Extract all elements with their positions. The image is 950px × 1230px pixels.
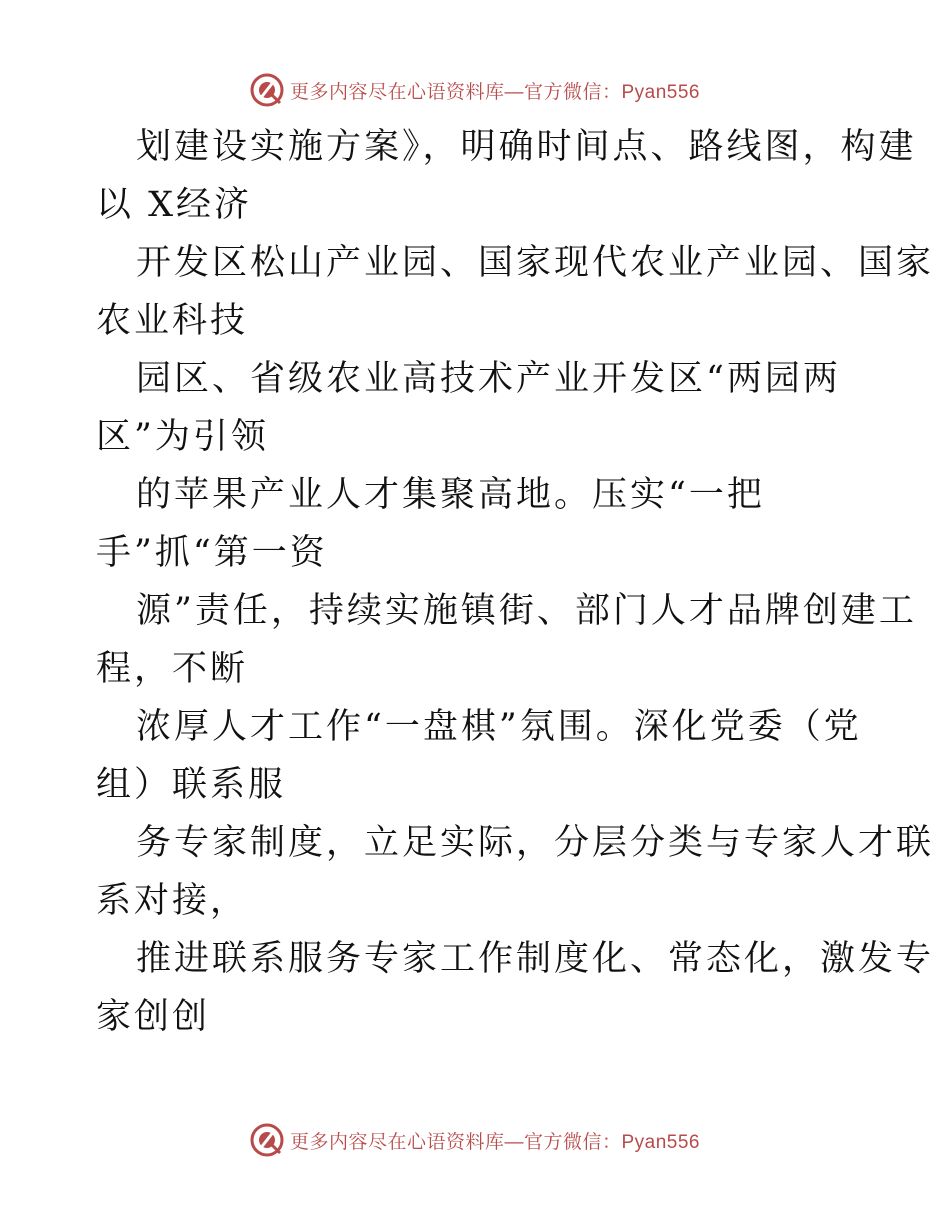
text-line: 以 X经济 — [96, 185, 253, 225]
logo-seal-icon — [250, 1123, 284, 1157]
text-line: 手”抓“第一资 — [96, 533, 328, 573]
text-line: 浓厚人才工作“一盘棋”氛围。深化党委（党 — [136, 707, 862, 747]
text-line: 源”责任，持续实施镇街、部门人才品牌创建工 — [136, 591, 917, 631]
text-line: 农业科技 — [96, 301, 249, 341]
watermark-text: 更多内容尽在心语资料库—官方微信：Pyan556 — [289, 1131, 700, 1153]
text-line: 程，不断 — [96, 649, 249, 689]
logo-seal-icon — [250, 73, 284, 107]
text-line: 务专家制度，立足实际，分层分类与专家人才联 — [136, 823, 935, 863]
watermark-text: 更多内容尽在心语资料库—官方微信：Pyan556 — [289, 81, 700, 103]
header-watermark — [0, 72, 950, 108]
text-line: 推进联系服务专家工作制度化、常态化，激发专 — [136, 939, 935, 979]
text-line: 系对接， — [96, 881, 249, 921]
text-line: 的苹果产业人才集聚高地。压实“一把 — [136, 475, 765, 515]
text-line: 组）联系服 — [96, 765, 287, 805]
document-body — [96, 118, 935, 1046]
text-line: 开发区松山产业园、国家现代农业产业园、国家 — [136, 243, 935, 283]
text-line: 划建设实施方案》，明确时间点、路线图，构建 — [136, 127, 917, 167]
text-line: 家创创 — [96, 997, 211, 1037]
text-line: 园区、省级农业高技术产业开发区“两园两 — [136, 359, 841, 399]
text-line: 区”为引领 — [96, 417, 269, 457]
footer-watermark — [0, 1122, 950, 1158]
